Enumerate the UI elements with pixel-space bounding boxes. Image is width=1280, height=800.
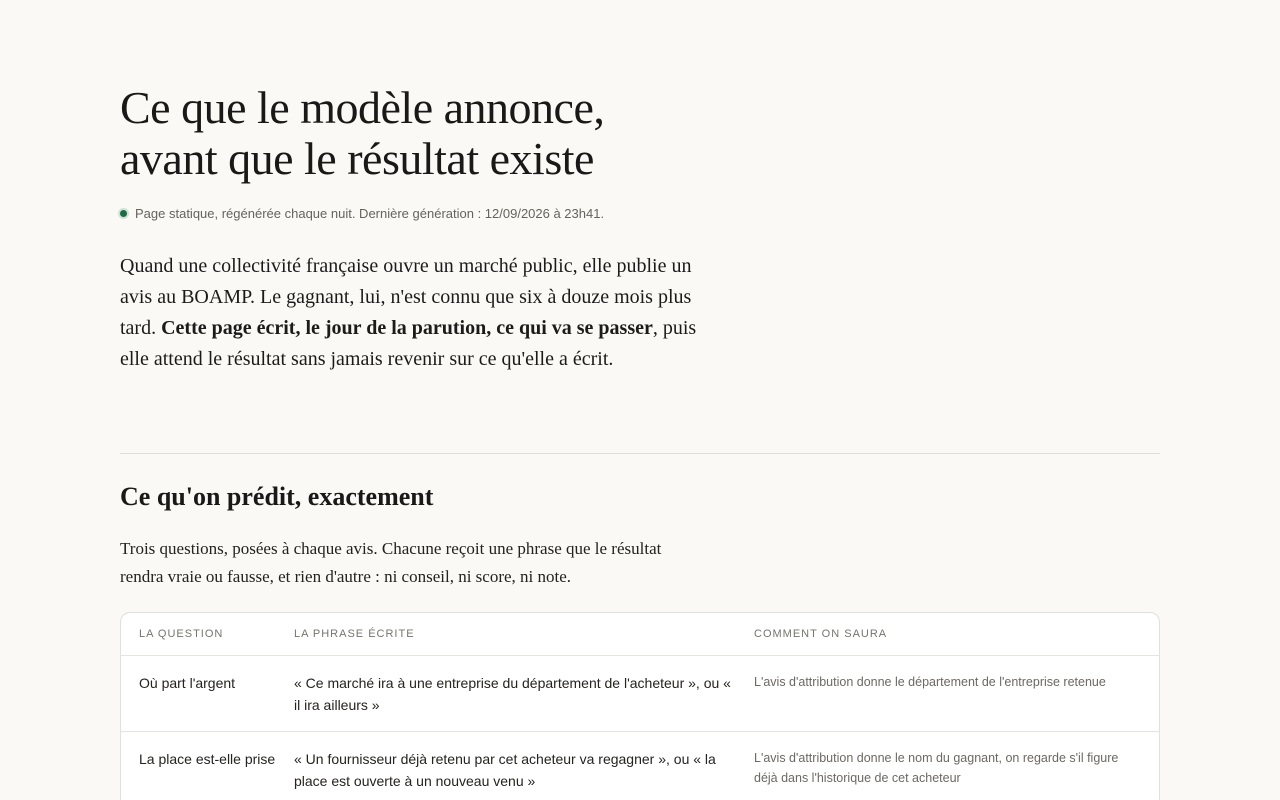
section-divider — [120, 453, 1160, 454]
generation-status-text: Page statique, régénérée chaque nuit. Dernière génération : 12/09/2026 à 23h41. — [135, 206, 605, 221]
generation-status — [120, 206, 1160, 221]
section-lead: Trois questions, posées à chaque avis. Chacune reçoit une phrase que le résultat rendra vraie ou fausse, et rien d'autre : ni conseil, ni score, ni note. — [120, 539, 662, 586]
page-title-line-2: avant que le résultat existe — [120, 133, 594, 184]
table-row — [121, 731, 1159, 800]
row-phrase: « Ce marché ira à une entreprise du département de l'acheteur », ou « il ira ailleurs » — [294, 675, 731, 713]
status-dot-icon — [120, 210, 127, 217]
intro-paragraph — [120, 251, 710, 375]
table-header-row — [121, 613, 1159, 655]
page-title-line-1: Ce que le modèle annonce, — [120, 82, 605, 133]
column-header-question: LA QUESTION — [139, 628, 224, 640]
row-question: Où part l'argent — [139, 675, 236, 691]
column-header-how: COMMENT ON SAURA — [754, 628, 888, 640]
predictions-table — [120, 612, 1160, 800]
table-row — [121, 655, 1159, 731]
row-question: La place est-elle prise — [139, 751, 276, 767]
row-phrase: « Un fournisseur déjà retenu par cet acheteur va regagner », ou « la place est ouverte à un nouveau venu » — [294, 751, 716, 789]
section-title: Ce qu'on prédit, exactement — [120, 482, 434, 511]
row-how: L'avis d'attribution donne le nom du gagnant, on regarde s'il figure déjà dans l'historique de cet acheteur — [754, 751, 1119, 785]
row-how: L'avis d'attribution donne le département de l'entreprise retenue — [754, 675, 1106, 689]
intro-text-start: Quand une collectivité française ouvre un marché public, elle publie un avis au BOAMP. Le gagnant, lui, n'est connu que six à douze mois plus tard. — [120, 255, 692, 339]
intro-text-emphasis: Cette page écrit, le jour de la parution, ce qui va se passer — [161, 317, 653, 339]
column-header-phrase: LA PHRASE ÉCRITE — [294, 628, 415, 640]
page-title — [120, 82, 760, 184]
intro-text-end: , puis elle attend le résultat sans jamais revenir sur ce qu'elle a écrit. — [120, 317, 697, 370]
